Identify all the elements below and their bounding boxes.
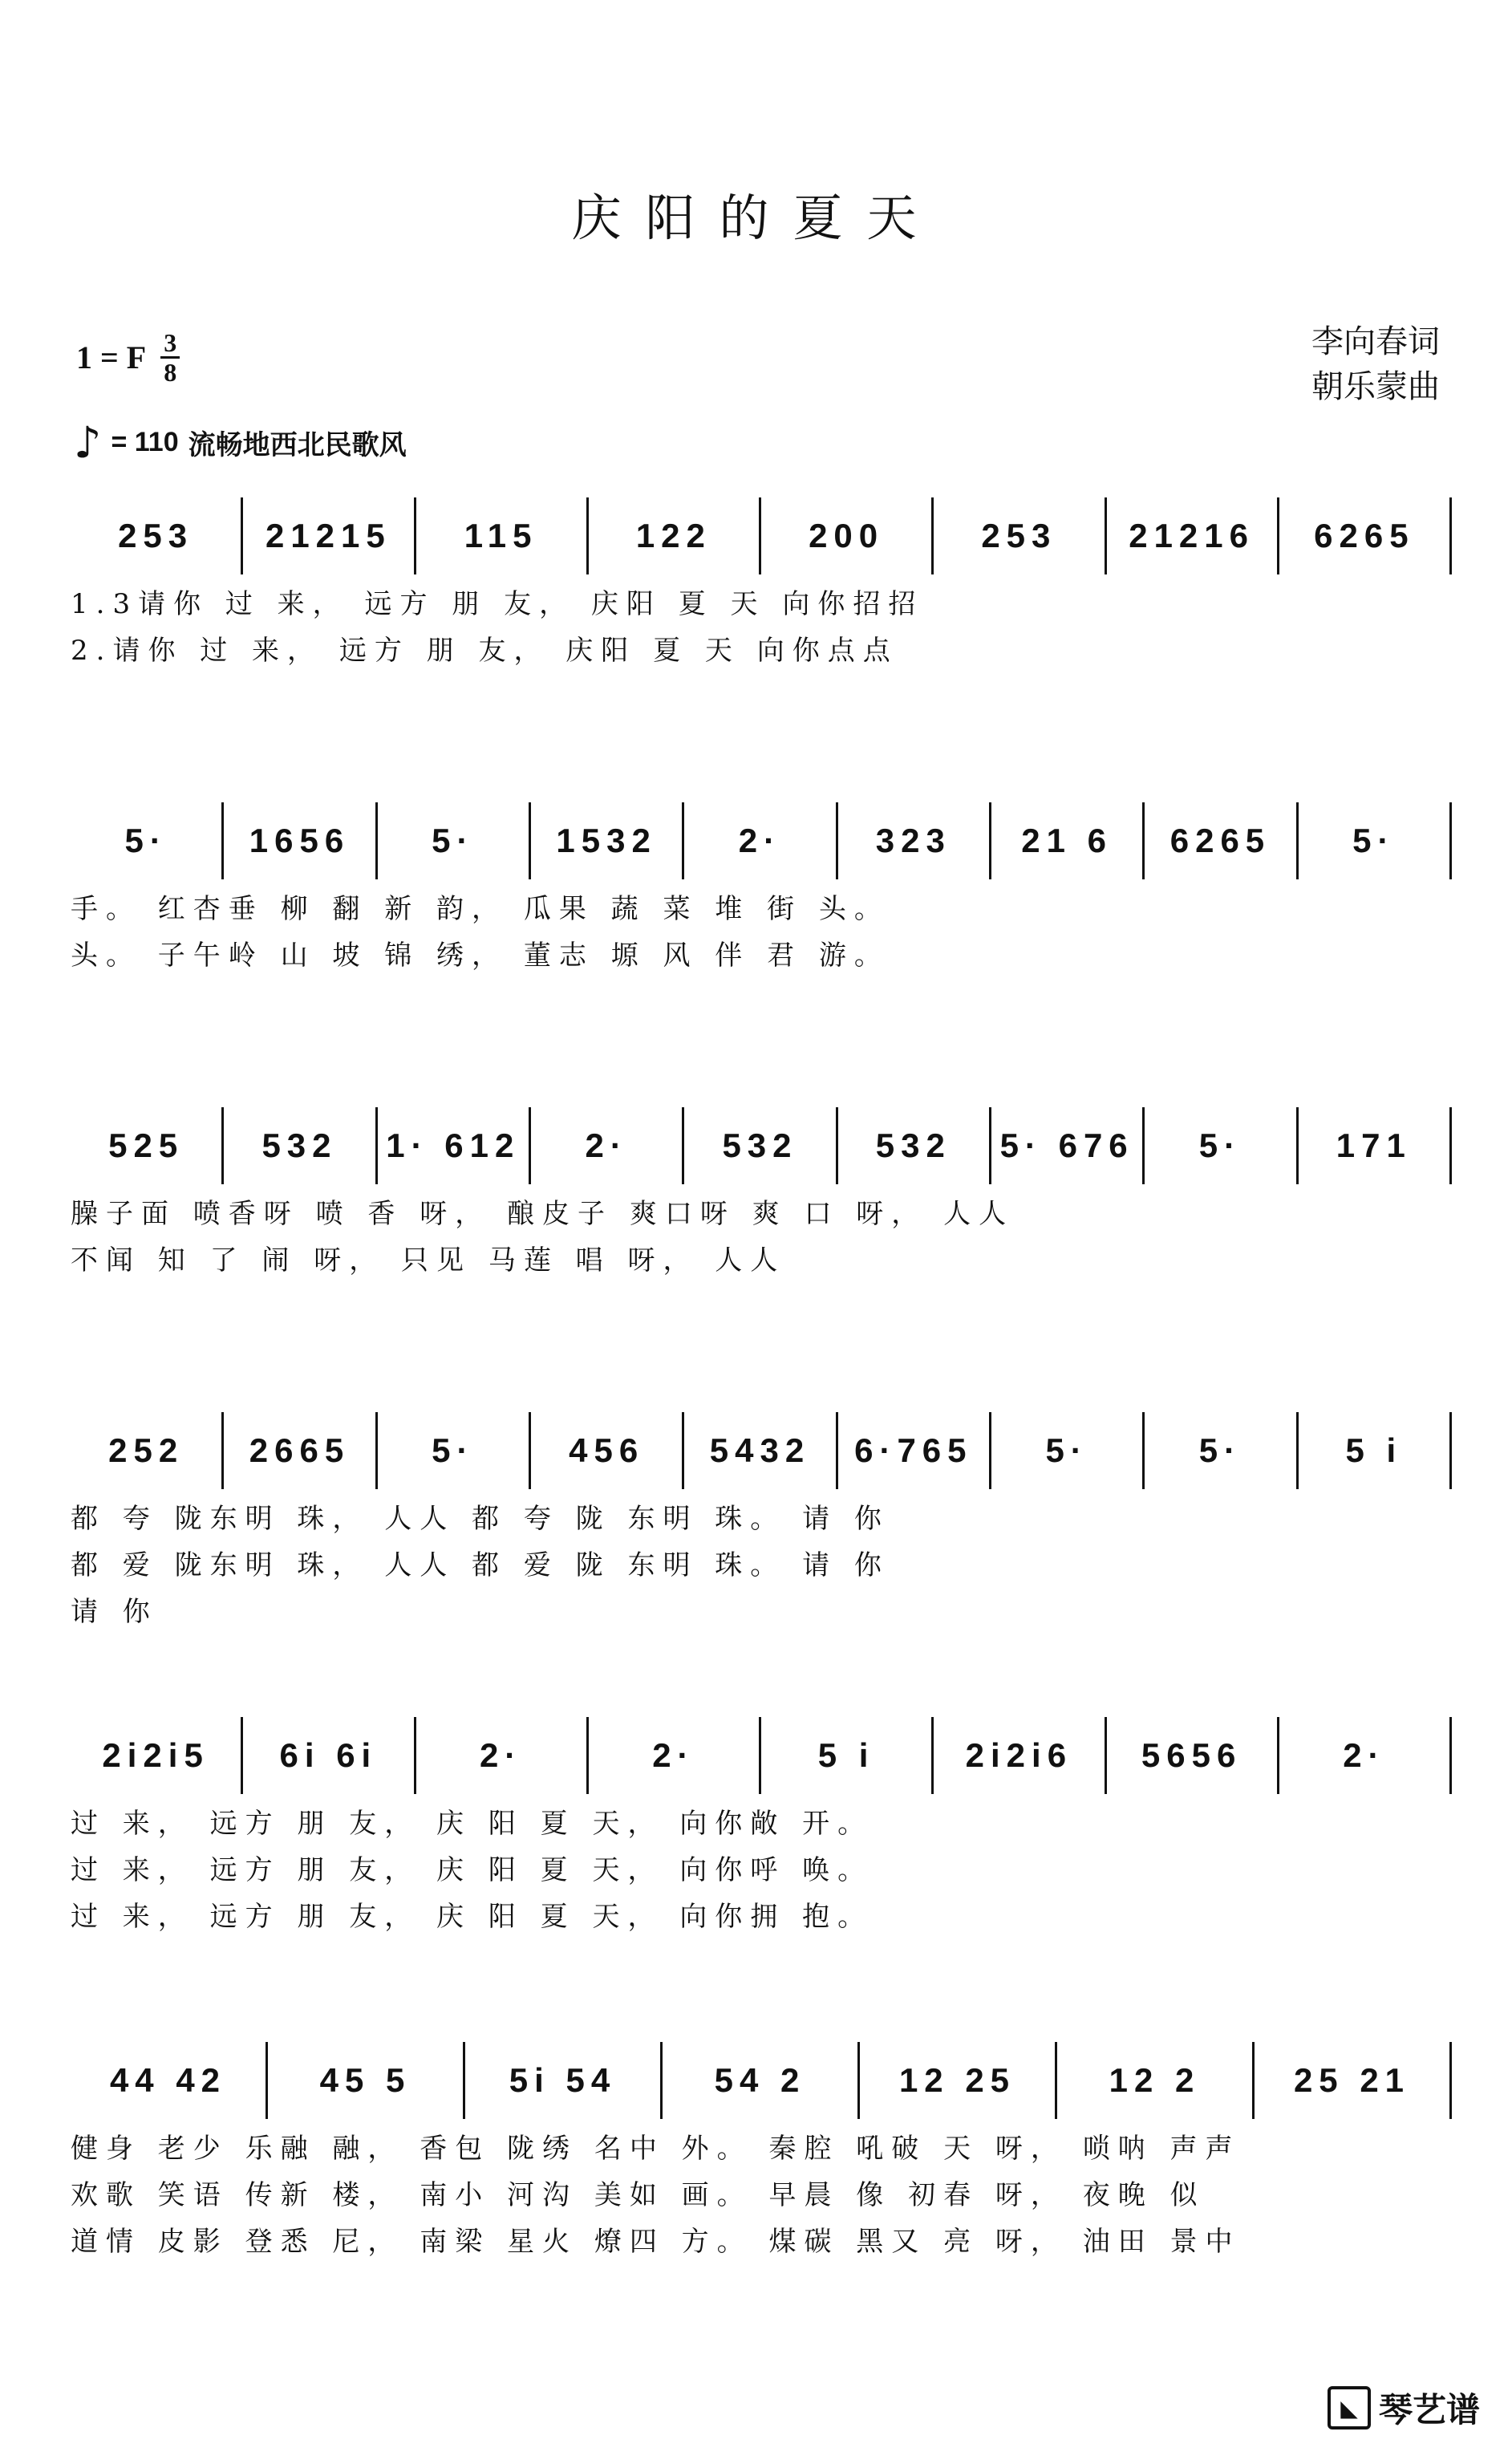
lyric-text: 过 来， 远方 朋 友， 庆 阳 夏 天， 向你拥 抱。 xyxy=(71,1900,874,1933)
measure: 2665 xyxy=(224,1412,377,1489)
measure: 115 xyxy=(416,497,589,574)
tempo-value: = 110 xyxy=(111,427,179,457)
lyric-text: 道情 皮影 登悉 尼， 南梁 星火 燎四 方。 煤碳 黑又 亮 呀， 油田 景中 xyxy=(71,2225,1241,2258)
measure: 6·765 xyxy=(838,1412,991,1489)
measure: 5· xyxy=(1145,1412,1298,1489)
lyric-text: 1.3请你 过 来， 远方 朋 友， 庆阳 夏 天 向你招招 xyxy=(71,587,924,620)
measure: 252 xyxy=(71,1412,224,1489)
lyric-text: 2.请你 过 来， 远方 朋 友， 庆阳 夏 天 向你点点 xyxy=(71,634,898,667)
measure: 2· xyxy=(416,1717,589,1794)
logo-text: 琴艺谱 xyxy=(1378,2390,1480,2429)
measure: 2· xyxy=(589,1717,761,1794)
lyric-text: 请 你 xyxy=(71,1595,158,1628)
time-numerator: 3 xyxy=(160,329,180,359)
lyric-line xyxy=(71,1237,1452,1277)
measure: 5 i xyxy=(1299,1412,1452,1489)
lyric-line xyxy=(71,1542,1452,1582)
lyric-line xyxy=(71,1847,1452,1887)
lyric-text: 臊子面 喷香呀 喷 香 呀， 酿皮子 爽口呀 爽 口 呀， 人人 xyxy=(71,1197,1015,1230)
score-system xyxy=(71,1412,1452,1629)
logo-mark-icon: ◣ xyxy=(1328,2386,1371,2429)
lyric-line xyxy=(71,1496,1452,1536)
site-logo xyxy=(1328,2384,1480,2432)
measure: 532 xyxy=(838,1107,991,1184)
lyricist: 李向春词 xyxy=(1311,323,1440,360)
measure: 122 xyxy=(589,497,761,574)
measure: 525 xyxy=(71,1107,224,1184)
measure: 5· xyxy=(1145,1107,1298,1184)
lyric-text: 健身 老少 乐融 融， 香包 陇绣 名中 外。 秦腔 吼破 天 呀， 唢呐 声声 xyxy=(71,2132,1241,2165)
measure: 5 i xyxy=(761,1717,934,1794)
measure-row xyxy=(71,2042,1452,2119)
lyric-line xyxy=(71,932,1452,972)
score-system xyxy=(71,2042,1452,2259)
score-system xyxy=(71,1717,1452,1934)
score-system xyxy=(71,1107,1452,1277)
measure: 5· 676 xyxy=(991,1107,1145,1184)
measure: 5· xyxy=(991,1412,1145,1489)
measure: 21 6 xyxy=(991,802,1145,879)
lyric-text: 都 夸 陇东明 珠， 人人 都 夸 陇 东明 珠。 请 你 xyxy=(71,1502,890,1535)
lyric-text: 过 来， 远方 朋 友， 庆 阳 夏 天， 向你敞 开。 xyxy=(71,1807,874,1840)
score-system xyxy=(71,802,1452,972)
measure: 5· xyxy=(71,802,224,879)
measure: 1532 xyxy=(531,802,684,879)
measure: 2i2i6 xyxy=(934,1717,1106,1794)
measure-row xyxy=(71,497,1452,574)
score-system xyxy=(71,497,1452,668)
measure: 6265 xyxy=(1145,802,1298,879)
measure: 171 xyxy=(1299,1107,1452,1184)
tempo-marking xyxy=(74,417,407,468)
lyric-line xyxy=(71,581,1452,621)
measure: 12 2 xyxy=(1057,2042,1255,2119)
lyric-text: 都 爱 陇东明 珠， 人人 都 爱 陇 东明 珠。 请 你 xyxy=(71,1549,890,1581)
lyric-text: 不闻 知 了 闹 呀， 只见 马莲 唱 呀， 人人 xyxy=(71,1244,786,1277)
lyric-text: 欢歌 笑语 传新 楼， 南小 河沟 美如 画。 早晨 像 初春 呀， 夜晚 似 xyxy=(71,2178,1206,2211)
measure: 2· xyxy=(684,802,837,879)
lyric-line xyxy=(71,2218,1452,2259)
measure: 12 25 xyxy=(860,2042,1057,2119)
measure: 5· xyxy=(378,1412,531,1489)
eighth-note-icon: ♪ xyxy=(74,417,102,468)
lyric-line xyxy=(71,627,1452,668)
measure-row xyxy=(71,1717,1452,1794)
lyric-text: 头。 子午岭 山 坡 锦 绣， 董志 塬 风 伴 君 游。 xyxy=(71,939,890,972)
measure: 5· xyxy=(378,802,531,879)
lyric-line xyxy=(71,1800,1452,1841)
measure: 5656 xyxy=(1107,1717,1279,1794)
composer: 朝乐蒙曲 xyxy=(1311,368,1440,405)
measure: 456 xyxy=(531,1412,684,1489)
measure-row xyxy=(71,1107,1452,1184)
measure: 44 42 xyxy=(71,2042,268,2119)
measure: 1656 xyxy=(224,802,377,879)
key-signature xyxy=(76,329,180,386)
measure: 253 xyxy=(71,497,243,574)
lyric-line xyxy=(71,2125,1452,2166)
measure: 45 5 xyxy=(268,2042,465,2119)
credits xyxy=(1311,319,1440,409)
measure: 5432 xyxy=(684,1412,837,1489)
measure-row xyxy=(71,1412,1452,1489)
measure: 2· xyxy=(1279,1717,1452,1794)
measure: 1· 612 xyxy=(378,1107,531,1184)
measure: 5· xyxy=(1299,802,1452,879)
measure: 54 2 xyxy=(663,2042,860,2119)
lyric-text: 过 来， 远方 朋 友， 庆 阳 夏 天， 向你呼 唤。 xyxy=(71,1853,874,1886)
style-marking: 流畅地西北民歌风 xyxy=(188,430,407,461)
lyric-text: 手。 红杏垂 柳 翻 新 韵， 瓜果 蔬 菜 堆 街 头。 xyxy=(71,892,890,925)
measure: 532 xyxy=(224,1107,377,1184)
measure: 6265 xyxy=(1279,497,1452,574)
measure: 323 xyxy=(838,802,991,879)
measure: 200 xyxy=(761,497,934,574)
time-signature xyxy=(160,329,180,386)
measure: 21216 xyxy=(1107,497,1279,574)
lyric-line xyxy=(71,1191,1452,1231)
measure: 532 xyxy=(684,1107,837,1184)
measure: 21215 xyxy=(243,497,415,574)
lyric-line xyxy=(71,1589,1452,1629)
measure: 25 21 xyxy=(1255,2042,1452,2119)
lyric-line xyxy=(71,1894,1452,1934)
measure: 5i 54 xyxy=(465,2042,663,2119)
measure: 253 xyxy=(934,497,1106,574)
measure-row xyxy=(71,802,1452,879)
measure: 2· xyxy=(531,1107,684,1184)
lyric-line xyxy=(71,886,1452,926)
measure: 6i 6i xyxy=(243,1717,415,1794)
key-label: 1 = F xyxy=(76,339,147,375)
time-denominator: 8 xyxy=(164,358,177,387)
song-title: 庆阳的夏天 xyxy=(571,189,941,247)
lyric-line xyxy=(71,2172,1452,2212)
measure: 2i2i5 xyxy=(71,1717,243,1794)
